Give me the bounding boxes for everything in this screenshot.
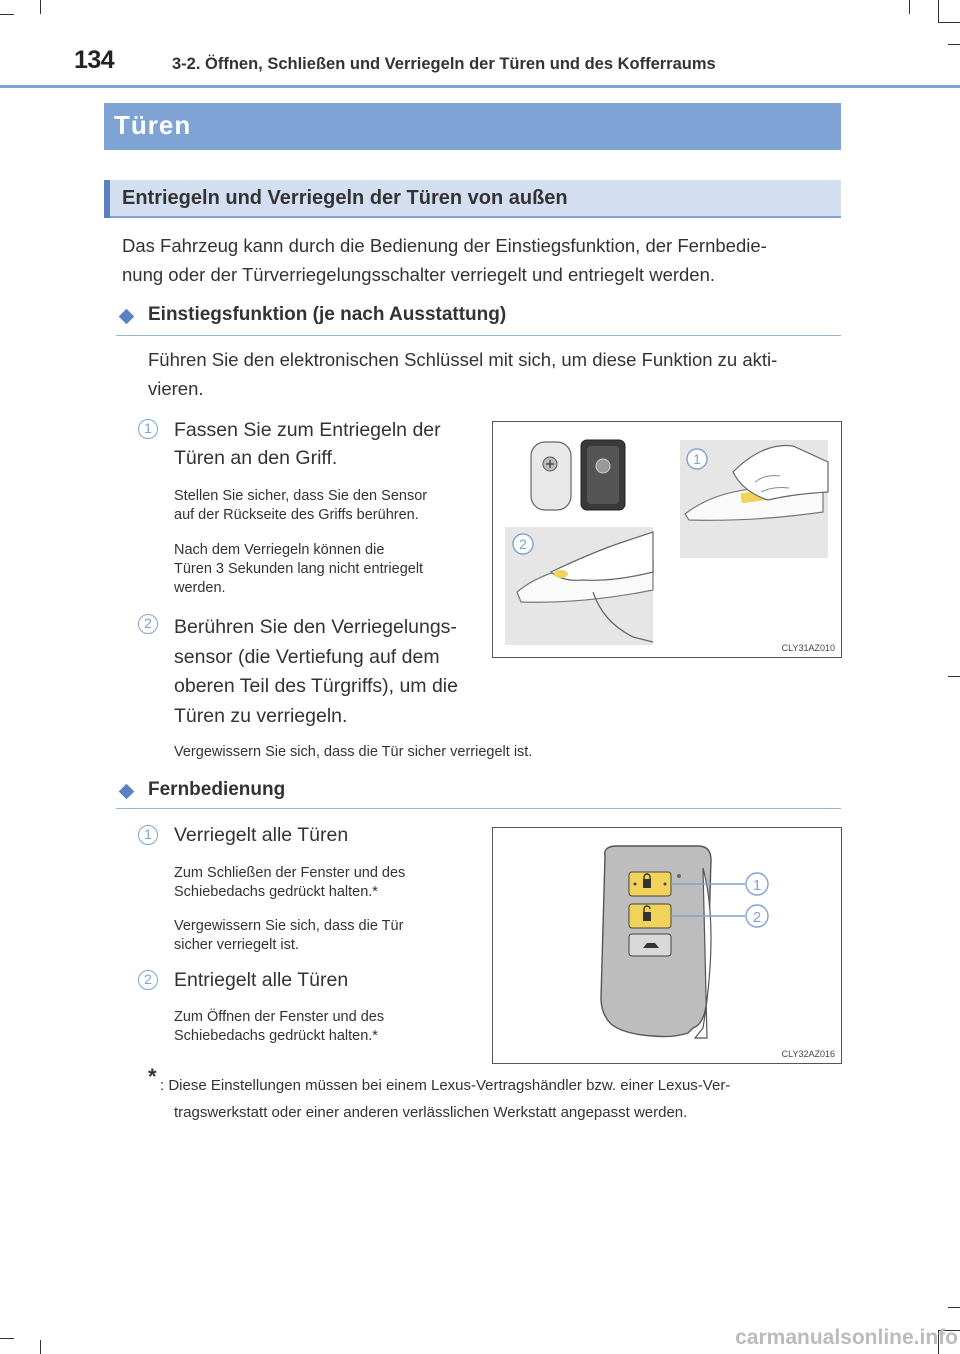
remote-step-number-2: 2 — [138, 970, 158, 990]
remote-step-1-note-1 — [174, 864, 474, 902]
subsection-title: Entriegeln und Verriegeln der Türen von außen — [122, 187, 568, 209]
step-line: oberen Teil des Türgriffs), um die — [174, 675, 458, 697]
page-number: 134 — [74, 46, 115, 74]
svg-text:1: 1 — [693, 451, 701, 467]
figure-code: CLY32AZ016 — [781, 1049, 835, 1059]
heading-rule — [116, 808, 841, 809]
note-line: Zum Schließen der Fenster und des — [174, 865, 406, 881]
crop-mark — [938, 22, 960, 23]
note-line: auf der Rückseite des Griffs berühren. — [174, 507, 419, 523]
step-line: sensor (die Vertiefung auf dem — [174, 645, 440, 668]
note-line: Türen 3 Sekunden lang nicht entriegelt — [174, 561, 424, 577]
figure-remote-key — [492, 827, 842, 1064]
intro-line: Das Fahrzeug kann durch die Bedienung der Einstiegsfunktion, der Fernbedie- — [122, 235, 767, 256]
crop-mark — [0, 14, 14, 15]
figure-code: CLY31AZ010 — [781, 643, 835, 653]
step-line: Türen an den Griff. — [174, 447, 338, 469]
step-1-note-1 — [174, 487, 474, 525]
note-line: Zum Öffnen der Fenster und des — [174, 1009, 385, 1025]
section-intro — [122, 231, 842, 289]
intro-line: vieren. — [148, 378, 204, 399]
crop-mark — [948, 676, 960, 677]
section-title: Türen — [114, 110, 192, 140]
intro-line: nung oder der Türverriegelungsschalter verriegelt und entriegelt werden. — [122, 264, 716, 285]
note-line: werden. — [174, 580, 226, 596]
note-line: Nach dem Verriegeln können die — [174, 542, 385, 558]
crop-mark — [40, 1340, 41, 1354]
svg-text:2: 2 — [519, 536, 527, 552]
chapter-title: 3-2. Öffnen, Schließen und Verriegeln der Türen und des Kofferraums — [172, 55, 716, 73]
note-line: Schiebedachs gedrückt halten.* — [174, 1028, 378, 1044]
remote-heading: Fernbedienung — [148, 779, 286, 800]
crop-mark — [40, 0, 41, 14]
crop-mark — [938, 0, 939, 22]
entry-function-heading: Einstiegsfunktion (je nach Ausstattung) — [148, 304, 507, 325]
remote-step-number-1: 1 — [138, 825, 158, 845]
remote-key-illustration — [493, 828, 841, 1063]
note-line: Schiebedachs gedrückt halten.* — [174, 884, 378, 900]
watermark: carmanualsonline.info — [735, 1326, 958, 1349]
crop-mark — [0, 1338, 14, 1339]
step-number-2: 2 — [138, 614, 158, 634]
step-1-text — [174, 416, 474, 472]
footnote-text — [160, 1072, 850, 1126]
diamond-bullet-icon — [119, 784, 135, 800]
intro-line: Führen Sie den elektronischen Schlüssel mit sich, um diese Funktion zu akti- — [148, 349, 778, 370]
entry-function-intro — [148, 345, 842, 403]
step-2-text — [174, 613, 474, 731]
door-handle-illustration — [493, 422, 841, 657]
footnote-marker: * — [148, 1064, 157, 1089]
figure-door-handle — [492, 421, 842, 658]
heading-rule — [116, 335, 841, 336]
entry-trailing-note: Vergewissern Sie sich, dass die Tür sicher verriegelt ist. — [174, 744, 533, 760]
step-line: Türen zu verriegeln. — [174, 704, 348, 727]
subsection-bar-edge — [104, 180, 110, 218]
step-1-note-2 — [174, 541, 474, 598]
crop-mark — [909, 0, 910, 14]
footnote-line: : Diese Einstellungen müssen bei einem Lexus-Vertragshändler bzw. einer Lexus-Ver- — [160, 1077, 731, 1094]
note-line: Vergewissern Sie sich, dass die Tür — [174, 918, 404, 934]
crop-mark — [948, 1307, 960, 1308]
remote-step-2-title: Entriegelt alle Türen — [174, 969, 349, 991]
note-line: Stellen Sie sicher, dass Sie den Sensor — [174, 488, 428, 504]
svg-text:1: 1 — [752, 877, 762, 894]
step-line-text: Fassen Sie zum Entriegeln der — [174, 419, 441, 441]
remote-step-1-title: Verriegelt alle Türen — [174, 824, 349, 846]
step-line — [174, 416, 474, 444]
remote-step-2-note-1 — [174, 1008, 474, 1046]
note-line: sicher verriegelt ist. — [174, 937, 299, 953]
header-rule — [0, 85, 960, 88]
remote-step-1-note-2 — [174, 917, 474, 955]
diamond-bullet-icon — [119, 309, 135, 325]
footnote-line: tragswerkstatt oder einer anderen verlässlichen Werkstatt angepasst werden. — [174, 1104, 688, 1121]
crop-mark — [948, 44, 960, 45]
step-number-1: 1 — [138, 419, 158, 439]
step-line: Berühren Sie den Verriegelungs- — [174, 616, 457, 638]
svg-text:2: 2 — [752, 909, 762, 926]
section-title-bar — [104, 103, 841, 150]
